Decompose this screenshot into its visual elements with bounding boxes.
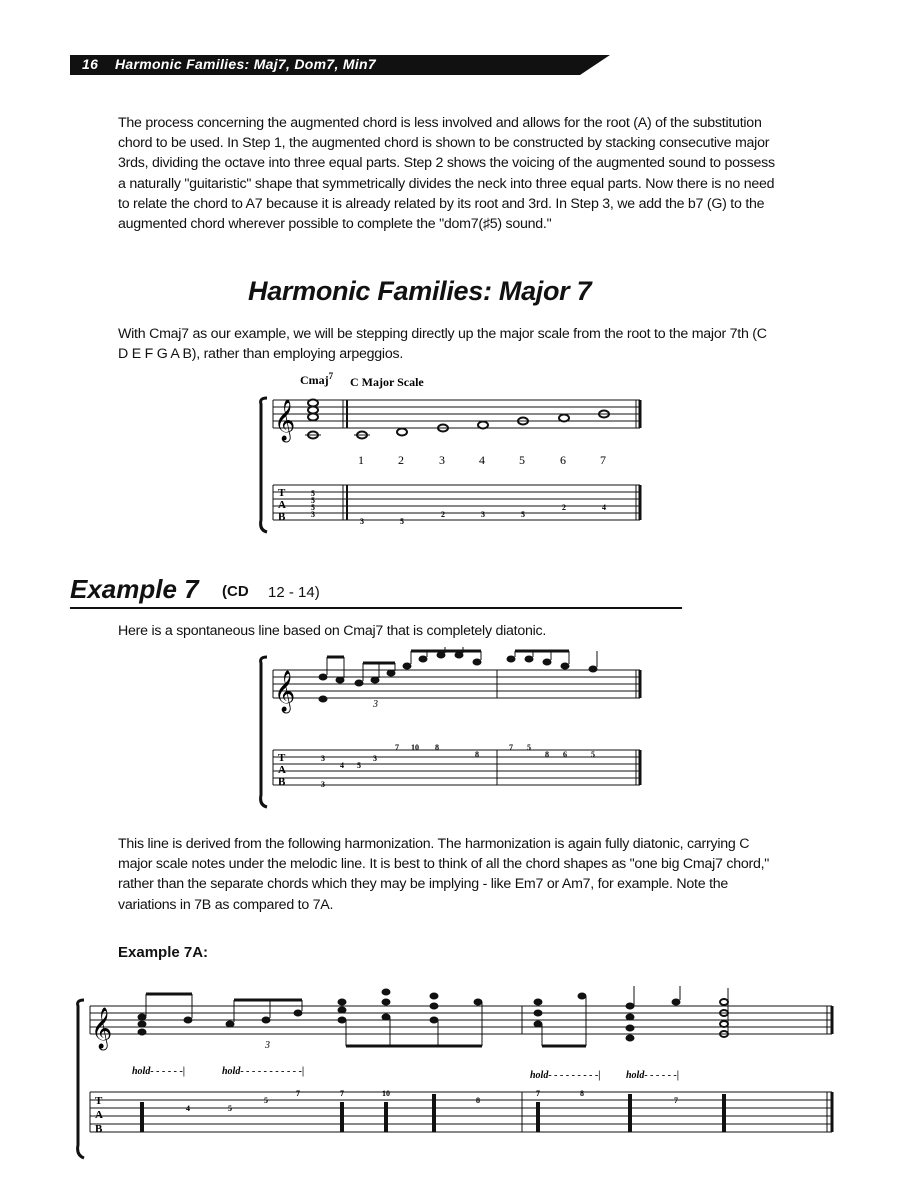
tab-n10: 7 (674, 1096, 678, 1105)
example7-figure (255, 645, 650, 815)
scale-label: C Major Scale (350, 375, 424, 389)
page-number: 16 (82, 56, 99, 72)
triplet-mark: 3 (265, 1040, 270, 1051)
tab-n7: 10 (411, 743, 419, 752)
degree-4: 4 (479, 453, 485, 467)
chapter-title: Harmonic Families: Maj7, Dom7, Min7 (114, 56, 376, 72)
tab-n6: 10 (382, 1089, 390, 1098)
chord-label: Cmaj (300, 373, 329, 387)
treble-clef-icon: 𝄞 (274, 671, 296, 711)
tab-n5: 7 (340, 1089, 344, 1098)
scale-tab-6: 2 (562, 503, 566, 512)
tab-n3: 5 (264, 1096, 268, 1105)
triplet-mark: 3 (373, 699, 378, 710)
tab-t: T (95, 1095, 103, 1107)
tab-t: T (278, 487, 286, 499)
scale-tab-3: 2 (441, 510, 445, 519)
chord-tab-2: 5 (311, 496, 315, 505)
tab-clef (278, 752, 286, 788)
degree-2: 2 (398, 453, 404, 467)
scale-tab-1: 3 (360, 517, 364, 526)
melody-notes (319, 647, 597, 702)
tab-n3: 4 (340, 761, 344, 770)
degree-7: 7 (600, 453, 606, 467)
tab-n5: 3 (373, 754, 377, 763)
scale-tab-4: 3 (481, 510, 485, 519)
tab-n7: 8 (476, 1096, 480, 1105)
tab-n1: 4 (186, 1104, 190, 1113)
cd-label: (CD (222, 583, 249, 600)
scale-tab-2: 5 (400, 517, 404, 526)
svg-text:Cmaj7 (300, 371, 334, 387)
c-major-scale-figure (255, 370, 650, 545)
notation-staff (273, 670, 640, 698)
tab-n6: 7 (395, 743, 399, 752)
harmonization-paragraph: This line is derived from the following harmonization. The harmonization is again fully diatonic, carrying C major scale notes under the melodic line. It is best to think of all the chord shapes as "one big Cmaj7 chord," rather than the separate chords which they may be implying - like Em7 or Am7, for example. Note the variations in 7B as compared to 7A. (118, 836, 770, 913)
hold-labels (132, 1066, 679, 1081)
tab-b: B (95, 1123, 103, 1135)
tab-n14: 5 (591, 750, 595, 759)
degree-5: 5 (519, 453, 525, 467)
tab-n4: 5 (357, 761, 361, 770)
chord-tab-3: 5 (311, 503, 315, 512)
scale-degree-numbers (358, 453, 606, 467)
chord-tab-1: 5 (311, 489, 315, 498)
tab-n4: 7 (296, 1089, 300, 1098)
scale-tab-5: 5 (521, 510, 525, 519)
hold-label-4: hold- - - - - -| (626, 1070, 680, 1081)
tab-b: B (278, 511, 286, 523)
tab-a: A (278, 764, 286, 776)
tab-n11: 5 (527, 743, 531, 752)
chord-sup: 7 (328, 371, 334, 381)
section-heading: Harmonic Families: Major 7 (248, 276, 592, 306)
tab-staff (273, 750, 640, 785)
tab-staff (273, 485, 640, 520)
tab-n10: 7 (509, 743, 513, 752)
system-bracket (261, 398, 267, 532)
scale-notes (354, 411, 609, 439)
tab-n9: 8 (580, 1089, 584, 1098)
intro-paragraph: The process concerning the augmented chord is less involved and allows for the root (A) of the substitution chord to be used. In Step 1, the augmented chord is shown to be constructed by stacking consecutive major 3rds, dividing the octave into three equal parts. Step 2 shows the voicing of the augmented sound to possess a naturally "guitaristic" shape that symmetrically divides the neck into three equal parts. Now there is no need to relate the chord to A7 because it is already related by its root and 3rd. In Step 3, we add the b7 (G) to the augmented chord wherever possible to complete the "dom7(♯5) sound." (118, 115, 775, 233)
tab-n13: 6 (563, 750, 567, 759)
hold-label-1: hold- - - - - -| (132, 1066, 186, 1077)
example7-description: Here is a spontaneous line based on Cmaj7 that is completely diatonic. (118, 623, 547, 639)
tab-a: A (95, 1109, 103, 1121)
treble-clef-icon: 𝄞 (274, 400, 296, 440)
tab-staff (90, 1092, 832, 1132)
tab-n12: 8 (545, 750, 549, 759)
chord-notes (138, 986, 728, 1046)
degree-1: 1 (358, 453, 364, 467)
tab-clef (95, 1095, 103, 1135)
tab-n2: 5 (228, 1104, 232, 1113)
chord-whole-notes (305, 400, 321, 439)
example7-title: Example 7 (70, 574, 199, 604)
tab-n9: 8 (475, 750, 479, 759)
system-bracket (78, 1000, 84, 1158)
degree-6: 6 (560, 453, 566, 467)
treble-clef-icon: 𝄞 (91, 1008, 113, 1048)
page-header (70, 55, 610, 75)
system-bracket (261, 657, 267, 807)
heading-rule (70, 607, 682, 609)
cd-tracks: 12 - 14) (268, 584, 320, 601)
chord-tab-4: 3 (311, 510, 315, 519)
major7-paragraph: With Cmaj7 as our example, we will be stepping directly up the major scale from the root to the major 7th (C D E F G A B), rather than employing arpeggios. (118, 326, 767, 363)
tab-b: B (278, 776, 286, 788)
hold-label-2: hold- - - - - - - - - - -| (222, 1066, 305, 1077)
degree-3: 3 (439, 453, 445, 467)
example7a-title: Example 7A: (118, 944, 209, 961)
hold-label-3: hold- - - - - - - - -| (530, 1070, 601, 1081)
tab-n1: 3 (321, 754, 325, 763)
tab-clef (278, 487, 286, 523)
tab-n8: 7 (536, 1089, 540, 1098)
scale-tab-7: 4 (602, 503, 606, 512)
tab-n2: 3 (321, 780, 325, 789)
tab-n8: 8 (435, 743, 439, 752)
notation-staff (273, 400, 640, 428)
tab-t: T (278, 752, 286, 764)
tab-a: A (278, 499, 286, 511)
example7a-figure (70, 980, 840, 1165)
